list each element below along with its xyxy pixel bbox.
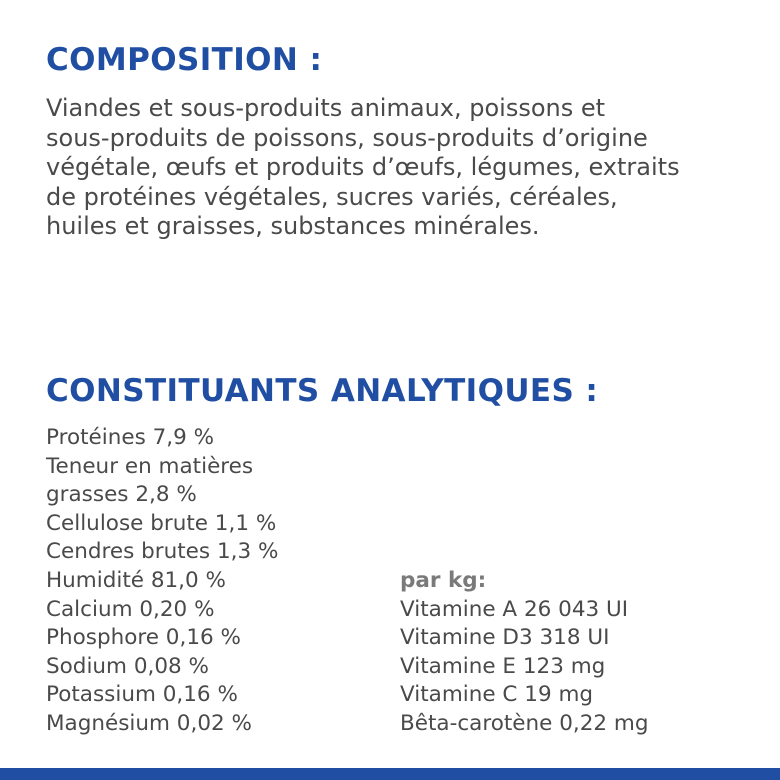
constituent-item: Magnésium 0,02 % <box>46 710 252 736</box>
vitamin-item: Vitamine C 19 mg <box>400 682 594 708</box>
vitamin-item: Bêta-carotène 0,22 mg <box>400 710 649 736</box>
constituent-item: Protéines 7,9 % <box>46 425 215 450</box>
constituent-item: Sodium 0,08 % <box>46 653 209 679</box>
constituent-item: Cellulose brute 1,1 % <box>46 510 277 536</box>
vitamin-item: Vitamine E 123 mg <box>400 653 606 679</box>
vitamin-item: Vitamine A 26 043 UI <box>400 596 629 622</box>
composition-heading: COMPOSITION : <box>46 42 323 78</box>
constituent-item: grasses 2,8 % <box>46 482 197 508</box>
constituent-item: Humidité 81,0 % <box>46 567 226 593</box>
per-kg-title: par kg: <box>400 568 487 593</box>
vitamins-block <box>400 567 649 739</box>
constituent-item: Phosphore 0,16 % <box>46 625 241 651</box>
constituent-item: Teneur en matières <box>46 453 254 479</box>
bottom-accent-bar <box>0 768 780 780</box>
composition-line: de protéines végétales, sucres variés, céréales, <box>46 182 618 211</box>
vitamin-item: Vitamine D3 318 UI <box>400 625 610 651</box>
constituent-item: Potassium 0,16 % <box>46 682 238 708</box>
constituants-heading: CONSTITUANTS ANALYTIQUES : <box>46 373 599 409</box>
constituent-item: Cendres brutes 1,3 % <box>46 539 279 565</box>
composition-text <box>46 94 766 242</box>
composition-line: Viandes et sous-produits animaux, poissons et <box>46 94 606 122</box>
vitamins-list <box>400 596 649 739</box>
composition-line: huiles et graisses, substances minérales. <box>46 212 540 240</box>
analytical-constituents-list <box>46 424 278 739</box>
constituent-item: Calcium 0,20 % <box>46 596 215 622</box>
composition-line: sous-produits de poissons, sous-produits d’origine <box>46 123 648 152</box>
composition-line: végétale, œufs et produits d’œufs, légumes, extraits <box>46 153 680 181</box>
